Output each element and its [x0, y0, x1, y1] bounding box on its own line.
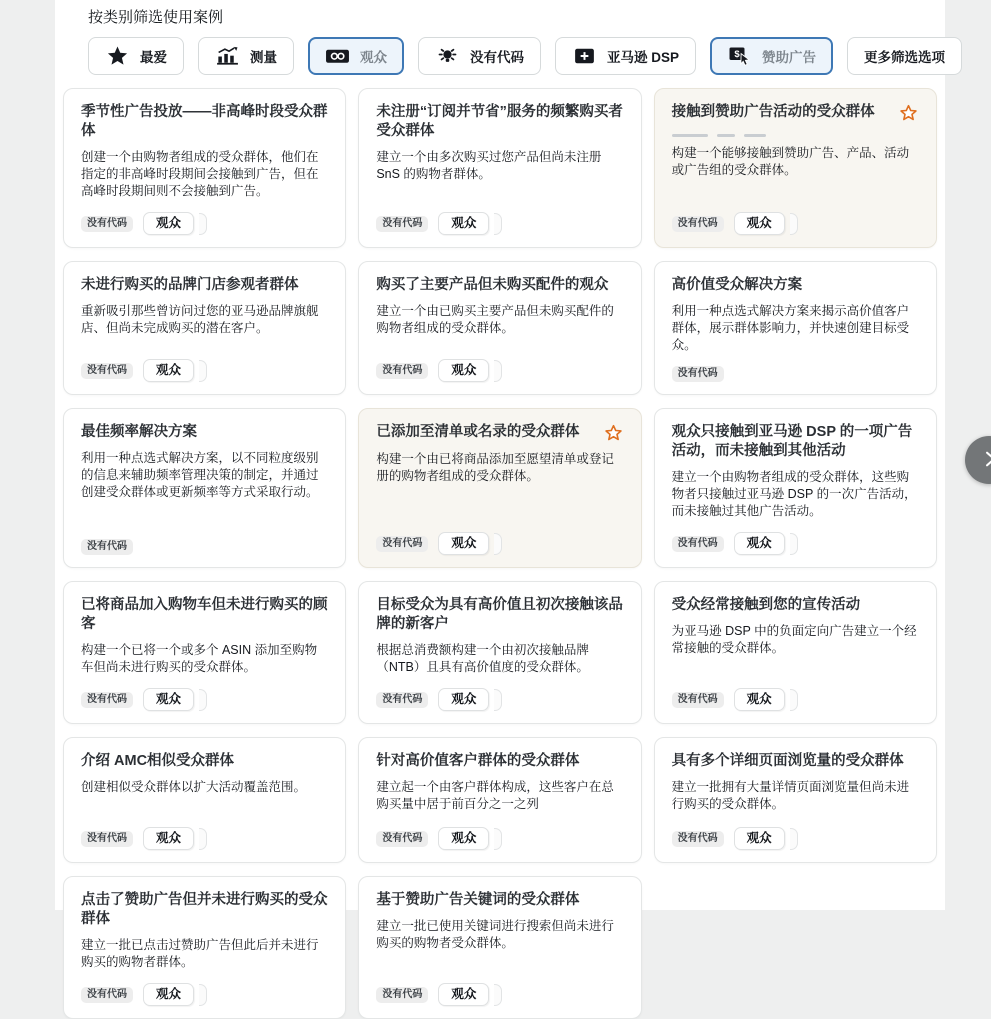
tag-no-code: 没有代码	[81, 363, 133, 379]
filter-button[interactable]	[418, 37, 541, 75]
use-case-card[interactable]	[654, 408, 937, 568]
use-case-card[interactable]	[654, 261, 937, 395]
card-description: 建立一批拥有大量详情页面浏览量但尚未进行购买的受众群体。	[671, 780, 910, 811]
card-title: 高价值受众解决方案	[671, 277, 803, 293]
no-code-bulb-icon	[435, 46, 460, 66]
card-tags	[81, 676, 328, 711]
filter-button[interactable]	[308, 37, 404, 75]
filter-label: 最爱	[140, 50, 167, 65]
filter-button[interactable]	[847, 37, 962, 75]
measure-chart-icon	[215, 46, 240, 66]
card-title: 观众只接触到亚马逊 DSP 的一项广告活动，而未接触到其他活动	[671, 424, 913, 459]
use-case-card[interactable]	[654, 737, 937, 863]
tag-audience: 观众	[143, 212, 194, 235]
card-title: 介绍 AMC相似受众群体	[81, 753, 235, 769]
tag-fragment	[199, 360, 207, 382]
tag-no-code: 没有代码	[672, 366, 724, 382]
use-case-card[interactable]	[63, 88, 346, 248]
chevron-right-icon	[980, 449, 991, 472]
favorite-star-icon[interactable]	[604, 423, 624, 443]
filter-button[interactable]	[198, 37, 294, 75]
card-description: 为亚马逊 DSP 中的负面定向广告建立一个经常接触的受众群体。	[671, 624, 917, 655]
tag-no-code: 没有代码	[81, 987, 133, 1003]
card-title: 已添加至清单或名录的受众群体	[376, 424, 580, 440]
tag-audience: 观众	[438, 688, 489, 711]
tag-fragment	[494, 984, 502, 1006]
tag-no-code: 没有代码	[376, 536, 428, 552]
sponsored-ads-icon	[727, 46, 752, 66]
filter-label: 没有代码	[470, 50, 524, 65]
use-case-card[interactable]	[63, 408, 346, 568]
card-title: 接触到赞助广告活动的受众群体	[671, 104, 875, 120]
use-case-card[interactable]	[358, 88, 641, 248]
card-tags	[81, 200, 328, 235]
use-case-card[interactable]	[63, 261, 346, 395]
card-tags	[672, 676, 919, 711]
card-tags	[672, 354, 919, 382]
use-case-card[interactable]	[358, 408, 641, 568]
filter-button[interactable]	[555, 37, 696, 75]
favorite-star-icon[interactable]	[899, 103, 919, 123]
use-case-panel	[55, 0, 946, 1001]
audience-icon	[325, 46, 350, 66]
card-title: 最佳频率解决方案	[81, 424, 197, 440]
card-tags	[376, 676, 623, 711]
card-description: 构建一个能够接触到赞助广告、产品、活动或广告组的受众群体。	[671, 146, 910, 177]
card-description: 建立一个由购物者组成的受众群体，这些购物者只接触过亚马逊 DSP 的一次广告活动，而未接触过其他广告活动。	[671, 470, 917, 518]
tag-audience: 观众	[438, 827, 489, 850]
card-title: 目标受众为具有高价值且初次接触该品牌的新客户	[376, 597, 623, 632]
tag-fragment	[199, 213, 207, 235]
tag-no-code: 没有代码	[672, 216, 724, 232]
card-title: 基于赞助广告关键词的受众群体	[376, 892, 580, 908]
tag-fragment	[790, 689, 798, 711]
tag-fragment	[494, 828, 502, 850]
tag-no-code: 没有代码	[376, 831, 428, 847]
tag-no-code: 没有代码	[81, 692, 133, 708]
use-case-card[interactable]	[358, 876, 641, 1019]
tag-audience: 观众	[143, 983, 194, 1006]
card-description: 建立一个由已购买主要产品但未购买配件的购物者组成的受众群体。	[376, 304, 614, 335]
tag-audience: 观众	[734, 212, 785, 235]
page-title: 按类别筛选使用案例	[88, 9, 224, 26]
tag-audience: 观众	[438, 532, 489, 555]
card-description: 创建一个由购物者组成的受众群体，他们在指定的非高峰时段期间会接触到广告，但在高峰时段期间则不会接触到广告。	[81, 150, 319, 198]
tag-audience: 观众	[734, 688, 785, 711]
filter-label: 测量	[250, 50, 277, 65]
tag-audience: 观众	[734, 827, 785, 850]
tag-no-code: 没有代码	[672, 831, 724, 847]
card-title: 购买了主要产品但未购买配件的观众	[376, 277, 609, 293]
tag-audience: 观众	[438, 212, 489, 235]
card-tags	[672, 815, 919, 850]
tag-no-code: 没有代码	[81, 539, 133, 555]
card-description: 利用一种点选式解决方案，以不同粒度级别的信息来辅助频率管理决策的制定，并通过创建受众群体或更新频率等方式采取行动。	[81, 451, 319, 499]
filter-label: 观众	[360, 50, 387, 65]
card-tags	[376, 815, 623, 850]
filter-button[interactable]	[710, 37, 833, 75]
amazon-dsp-icon	[572, 46, 597, 66]
tag-audience: 观众	[438, 359, 489, 382]
card-description: 构建一个已将一个或多个 ASIN 添加至购物车但尚未进行购买的受众群体。	[81, 643, 318, 674]
filter-label: 赞助广告	[762, 50, 817, 65]
card-title: 具有多个详细页面浏览量的受众群体	[671, 753, 904, 769]
card-title: 点击了赞助广告但并未进行购买的受众群体	[81, 892, 328, 927]
tag-audience: 观众	[734, 532, 785, 555]
tag-no-code: 没有代码	[376, 987, 428, 1003]
tag-audience: 观众	[143, 359, 194, 382]
card-title: 受众经常接触到您的宣传活动	[671, 597, 861, 613]
tag-audience: 观众	[438, 983, 489, 1006]
tag-fragment	[790, 213, 798, 235]
card-tags	[376, 520, 623, 555]
tag-no-code: 没有代码	[672, 692, 724, 708]
tag-no-code: 没有代码	[376, 216, 428, 232]
card-tags	[376, 347, 623, 382]
filter-button[interactable]	[88, 37, 184, 75]
card-description: 构建一个由已将商品添加至愿望清单或登记册的购物者组成的受众群体。	[376, 452, 614, 483]
tag-fragment	[199, 828, 207, 850]
card-title: 未进行购买的品牌门店参观者群体	[81, 277, 299, 293]
use-case-card[interactable]	[654, 88, 937, 248]
card-tags	[81, 347, 328, 382]
use-case-card[interactable]	[63, 581, 346, 724]
use-case-card[interactable]	[63, 737, 346, 863]
use-case-card[interactable]	[358, 581, 641, 724]
tag-no-code: 没有代码	[672, 536, 724, 552]
card-tags	[376, 971, 623, 1006]
card-tags	[81, 527, 328, 555]
svg-text:$: $	[734, 49, 740, 60]
card-description: 利用一种点选式解决方案来揭示高价值客户群体，展示群体影响力，并快速创建目标受众。	[671, 304, 910, 352]
tag-no-code: 没有代码	[81, 216, 133, 232]
card-title: 季节性广告投放——非高峰时段受众群体	[81, 104, 328, 139]
tag-fragment	[494, 360, 502, 382]
card-title: 已将商品加入购物车但未进行购买的顾客	[81, 597, 328, 632]
card-tags	[81, 971, 328, 1006]
card-description: 根据总消费额构建一个由初次接触品牌（NTB）且具有高价值度的受众群体。	[376, 643, 589, 674]
tag-no-code: 没有代码	[376, 692, 428, 708]
tag-no-code: 没有代码	[81, 831, 133, 847]
card-tags	[376, 200, 623, 235]
tag-fragment	[494, 533, 502, 555]
card-description: 建立一个由多次购买过您产品但尚未注册 SnS 的购物者群体。	[376, 150, 602, 181]
star-icon	[105, 46, 130, 66]
card-description: 建立一批已使用关键词进行搜索但尚未进行购买的购物者受众群体。	[376, 919, 614, 950]
use-case-card[interactable]	[358, 261, 641, 395]
title-skeleton-lines	[672, 134, 919, 137]
card-title: 未注册“订阅并节省”服务的频繁购买者受众群体	[376, 104, 623, 139]
use-case-card-grid	[55, 75, 945, 1019]
card-tags	[672, 520, 919, 555]
filter-label: 更多筛选选项	[864, 50, 946, 65]
tag-fragment	[494, 213, 502, 235]
card-title: 针对高价值客户群体的受众群体	[376, 753, 580, 769]
use-case-card[interactable]	[358, 737, 641, 863]
tag-fragment	[199, 689, 207, 711]
tag-fragment	[199, 984, 207, 1006]
card-description: 建立一批已点击过赞助广告但此后并未进行购买的购物者群体。	[81, 938, 319, 969]
use-case-card[interactable]	[63, 876, 346, 1019]
card-description: 创建相似受众群体以扩大活动覆盖范围。	[81, 780, 307, 794]
tag-no-code: 没有代码	[376, 363, 428, 379]
tag-fragment	[494, 689, 502, 711]
tag-fragment	[790, 828, 798, 850]
card-tags	[672, 200, 919, 235]
tag-fragment	[790, 533, 798, 555]
tag-audience: 观众	[143, 827, 194, 850]
filter-bar	[55, 27, 945, 75]
carousel-next-button[interactable]	[965, 436, 991, 484]
filter-label: 亚马逊 DSP	[607, 50, 680, 65]
use-case-card[interactable]	[654, 581, 937, 724]
tag-audience: 观众	[143, 688, 194, 711]
card-description: 重新吸引那些曾访问过您的亚马逊品牌旗舰店、但尚未完成购买的潜在客户。	[81, 304, 319, 335]
card-description: 建立起一个由客户群体构成，这些客户在总购买量中居于前百分之一之列	[376, 780, 614, 811]
card-tags	[81, 815, 328, 850]
